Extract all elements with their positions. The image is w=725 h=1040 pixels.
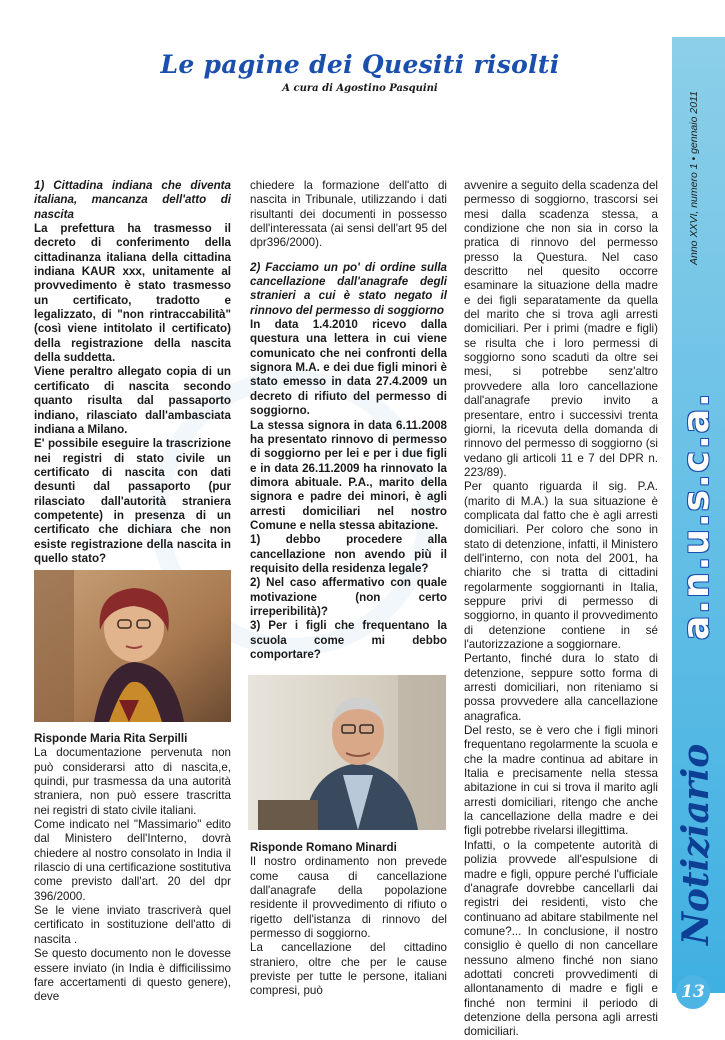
page-subtitle: A cura di Agostino Pasquini [282,83,438,94]
column-2-question [250,179,447,662]
answer-1-heading: Risponde Maria Rita Serpilli [34,732,188,745]
answer-2-paragraph: Del resto, se è vero che i figli minori frequentano regolarmente la scuola e che la madre continua ad abitare in Italia e precisamente nella stessa abitazione in cui si trova il marito agli arresti domiciliari, ritengo che anche la cancellazione della madre e dei figli potrebbe rivelarsi illegittima. [464,724,658,838]
question-1-paragraph: E' possibile eseguire la trascrizione nei registri di stato civile un certificato di nascita con dati desunti dal passaporto (pur rilasciato dall'autorità straniera competente) in presenza di un certificato che dichiara che non esiste registrazione della nascita in quello stato? [34,437,231,565]
portrait-woman-image [34,570,231,722]
column-1-question [34,179,231,566]
photo-romano-minardi [248,675,446,830]
answer-2-paragraph: Pertanto, finché dura lo stato di detenzione, seppure sotto forma di arresti domiciliari, non riteniamo si possa provvedere alla cancellazione anagrafica. [464,652,658,723]
brand-logo: a.n.u.s.c.a. [676,391,717,640]
answer-2-paragraph: Il nostro ordinamento non prevede come causa di cancellazione dall'anagrafe della popolazione residente il provvedimento di rifiuto o rigetto dell'istanza di rinnovo del permesso di soggiorno. [250,855,447,941]
answer-2-paragraph: avvenire a seguito della scadenza del permesso di soggiorno, trascorsi sei mesi dalla scadenza stessa, a condizione che non sia in corso la pratica di rinnovo del permesso presso la Questura. Nel caso descritto nel quesito occorre esaminare la situazione della madre e dei figli separatamente da quella del marito che si trova agli arresti domiciliari. Per i primi (madre e figli) se risulta che i loro permessi di soggiorno sono scaduti da oltre sei mesi, si potrebbe senz'altro provvedere alla loro cancellazione dall'anagrafe previo invito a presentare, entro i successivi trenta giorni, la ricevuta della domanda di rinnovo del permesso di soggiorno (si vedano gli articoli 11 e 7 del DPR n. 223/89). [464,179,658,479]
question-1-paragraph: La prefettura ha trasmesso il decreto di conferimento della cittadinanza italiana della cittadina indiana KAUR xxx, unitamente al provvedimento è stato trasmesso un certificato, tradotto e legalizzato, di "non rintraccabilità" (così viene intitolato il certificato) della registrazione della nascita della suddetta. [34,222,231,365]
answer-1-paragraph: Come indicato nel "Massimario" edito dal Ministero dell'Interno, dovrà chiedere al nostro consolato in India il rilascio di una certificazione sostitutiva come previsto dall'art. 20 del dpr 396/2000. [34,818,231,903]
page-title: Le pagine dei Quesiti risolti [160,50,560,79]
question-2-paragraph: In data 1.4.2010 ricevo dalla questura una lettera in cui viene comunicato che nei confronti della signora M.A. e dei due figli minori è stato emesso in data 27.4.2009 un decreto di rifiuto del permesso di soggiorno. [250,318,447,418]
question-2-title: 2) Facciamo un po' di ordine sulla cancellazione dall'anagrafe degli stranieri a cui è stato negato il rinnovo del permesso di soggiorno [250,260,447,317]
question-2-item: 3) Per i figli che frequentano la scuola come mi debbo comportare? [250,619,447,661]
question-2-item: 2) Nel caso affermativo con quale motivazione (non certo irreperibilità)? [250,576,447,618]
portrait-man-image [248,675,446,830]
answer-1-continued: chiedere la formazione dell'atto di nascita in Tribunale, utilizzando i dati risultanti dei documenti in possesso dell'interessata (ai sensi dell'art 95 del dpr396/2000). [250,179,447,250]
column-2-answer [250,841,447,999]
question-2-paragraph: La stessa signora in data 6.11.2008 ha presentato rinnovo di permesso di soggiorno per lei e per i due figli e in data 26.11.2009 ha rinnovato la dimora abituale. P.A., marito della signora e padre dei minori, è agli arresti domiciliari nel nostro Comune e nella stessa abitazione. [250,418,447,532]
question-1-paragraph: Viene peraltro allegato copia di un certificato di nascita secondo quanto risulta dal passaporto indiano, rilasciato dall'ambasciata indiana a Milano. [34,365,231,436]
answer-2-paragraph: La cancellazione del cittadino straniero, oltre che per le cause previste per tutte le persone, italiani compresi, può [250,941,447,998]
section-title: Notiziario [675,743,717,945]
photo-maria-rita-serpilli [34,570,231,722]
question-1-title: 1) Cittadina indiana che diventa italiana, mancanza dell'atto di nascita [34,179,231,221]
answer-2-paragraph: Per quanto riguarda il sig. P.A. (marito di M.A.) la sua situazione è complicata dal fatto che è agli arresti domiciliari. Per coloro che sono in stato di detenzione, infatti, il Ministero dell'interno, con nota del 2001, ha chiarito che si tratta di cittadini regolarmente soggiornanti in Italia, seppure privi di permesso di soggiorno, in quanto il provvedimento di detenzione contiene in sé l'autorizzazione a soggiornare. [464,480,658,651]
answer-2-heading: Risponde Romano Minardi [250,841,397,854]
answer-1-paragraph: Se questo documento non le dovesse essere inviato (in India è difficilissimo fare accertamenti di questo genere), deve [34,947,231,1004]
question-2-item: 1) debbo procedere alla cancellazione non avendo più il requisito della residenza legale? [250,533,447,575]
issue-info: Anno XXVI, numero 1 • gennaio 2011 [688,91,700,265]
answer-1-paragraph: La documentazione pervenuta non può considerarsi atto di nascita,e, quindi, pur trasmessa da una autorità straniera, non può essere trascritta nei registri di stato civile italiani. [34,746,231,817]
column-1-answer [34,732,231,1005]
column-3-answer [464,179,658,1040]
answer-2-paragraph: Infatti, o la competente autorità di polizia provvede all'espulsione di madre e figli, oppure perché l'ufficiale d'anagrafe dovrebbe cancellarli dai registri dei residenti, visto che continuano ad abitare stabilmente nel comune?... In conclusione, il nostro consiglio è quello di non cancellare nessuno almeno finché non siano adottati concreti provvedimenti di allontanamento di madre e figli e finché non termini il periodo di detenzione della persona agli arresti domiciliari. [464,838,658,1039]
answer-1-paragraph: Se le viene inviato trascriverà quel certificato in sostituzione dell'atto di nascita . [34,904,231,946]
page-number: 13 [676,975,710,1009]
